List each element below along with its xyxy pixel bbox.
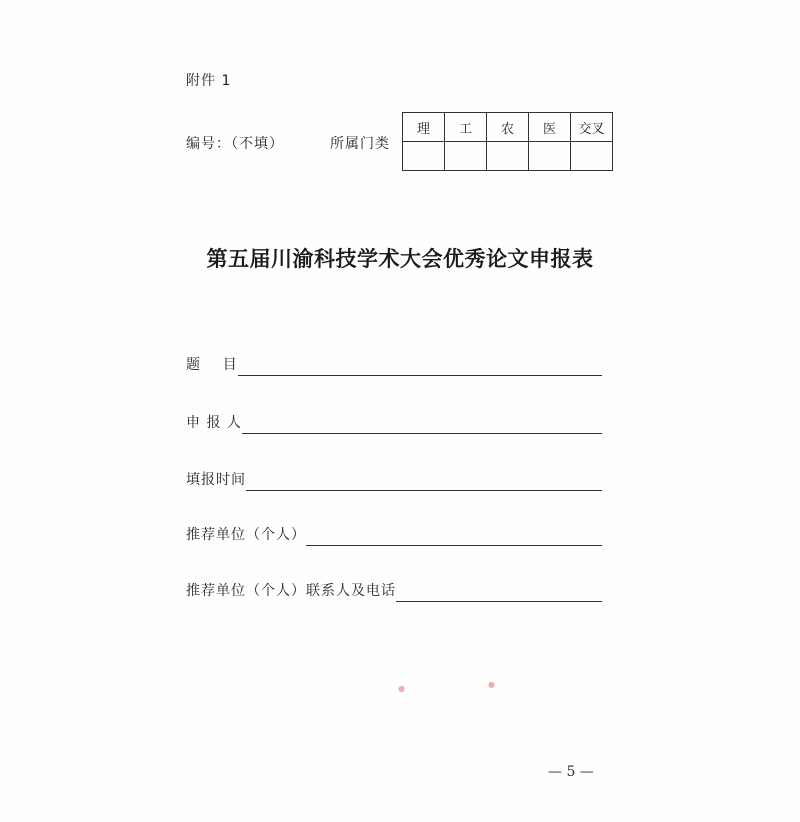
category-option-gong: 工	[445, 113, 487, 142]
field-label-recommender: 推荐单位（个人）	[186, 527, 306, 543]
form-row-contact	[186, 578, 602, 602]
attachment-label: 附件 1	[186, 73, 232, 89]
field-line-contact[interactable]	[396, 583, 602, 602]
field-line-title[interactable]	[238, 357, 602, 376]
category-checkbox-li[interactable]	[403, 142, 445, 171]
category-table	[402, 112, 613, 171]
category-label: 所属门类	[330, 136, 390, 152]
field-label-title: 题 目	[186, 357, 238, 373]
field-line-recommender[interactable]	[306, 527, 602, 546]
category-option-jiaocha: 交叉	[571, 113, 613, 142]
category-option-yi: 医	[529, 113, 571, 142]
category-checkbox-yi[interactable]	[529, 142, 571, 171]
category-checkbox-row	[403, 142, 613, 171]
field-line-applicant[interactable]	[242, 415, 602, 434]
category-option-nong: 农	[487, 113, 529, 142]
form-row-title	[186, 352, 602, 376]
field-line-date[interactable]	[246, 472, 602, 491]
category-option-li: 理	[403, 113, 445, 142]
form-row-applicant	[186, 410, 602, 434]
form-row-date	[186, 467, 602, 491]
field-label-date: 填报时间	[186, 472, 246, 488]
document-title: 第五届川渝科技学术大会优秀论文申报表	[206, 246, 594, 271]
category-checkbox-gong[interactable]	[445, 142, 487, 171]
numbering-label: 编号：（不填）	[186, 136, 284, 152]
field-label-applicant: 申 报 人	[186, 415, 242, 431]
field-label-contact: 推荐单位（个人）联系人及电话	[186, 583, 396, 599]
ink-speck: ●	[398, 684, 405, 693]
form-row-recommender	[186, 522, 602, 546]
category-checkbox-jiaocha[interactable]	[571, 142, 613, 171]
ink-speck: ●	[488, 680, 495, 689]
category-checkbox-nong[interactable]	[487, 142, 529, 171]
page-number: — 5 —	[548, 764, 594, 780]
category-header-row	[403, 113, 613, 142]
